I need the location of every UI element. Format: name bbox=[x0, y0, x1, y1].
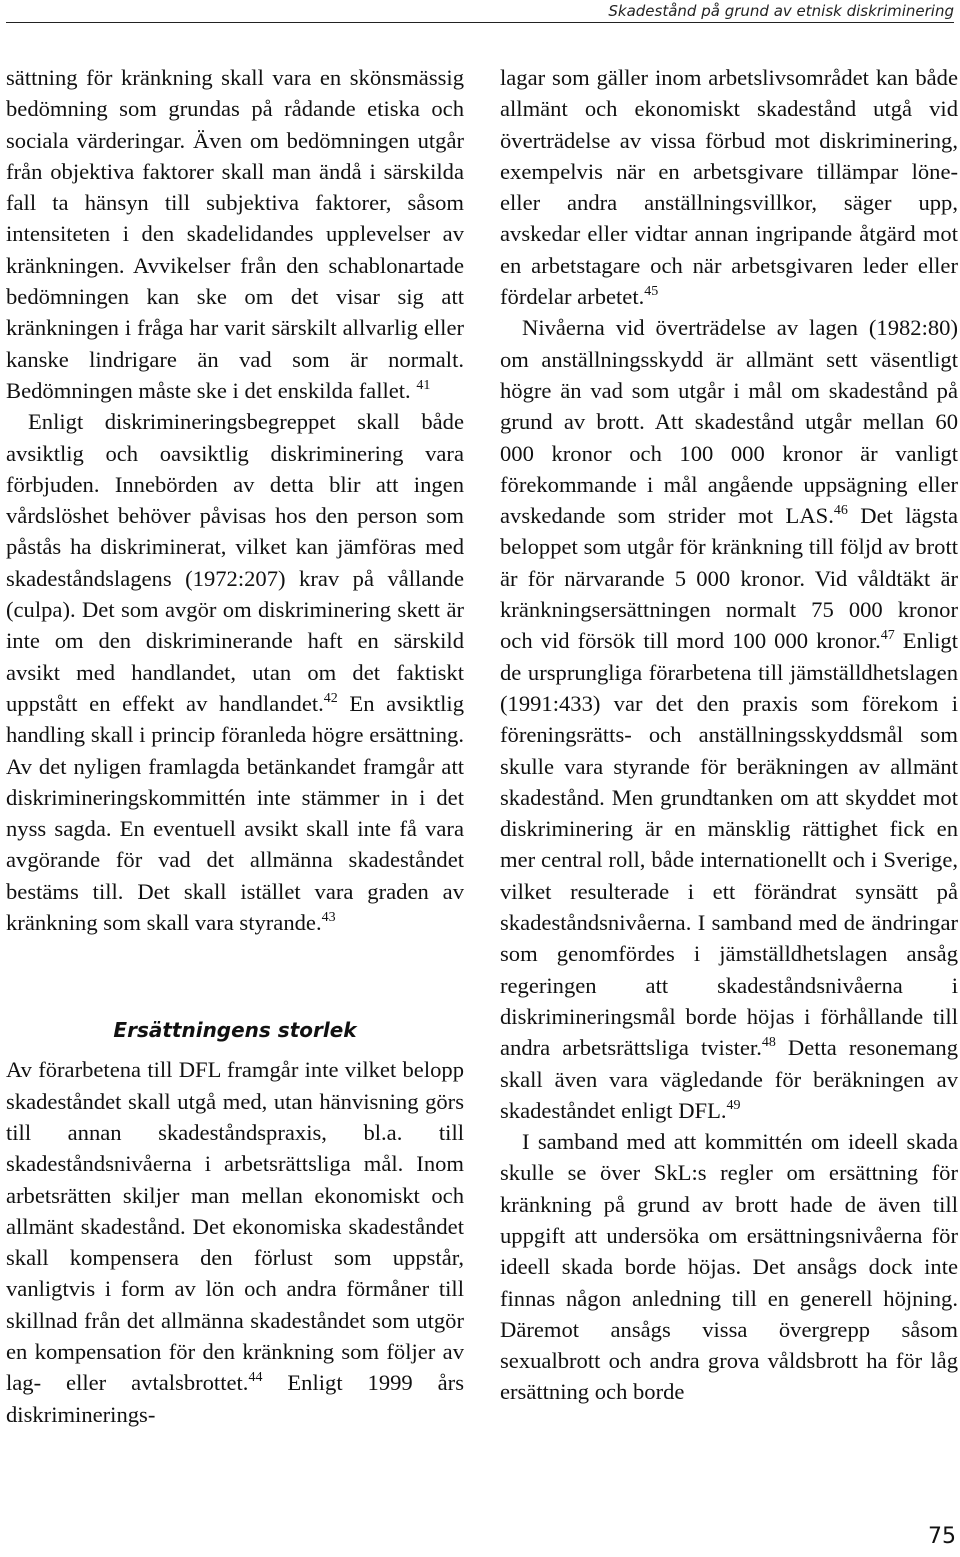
paragraph-text: Enligt diskrimineringsbegreppet skall både avsiktlig och oavsiktlig diskriminering vara förbjuden. Innebörden av detta blir att ingen vårdslöshet behöver påvisas hos den person som påstås ha diskriminerat, vilket kan jämföras med skadeståndslagens (1972:207) krav på vållande (culpa). Det som avgör om diskriminering skett är inte om den diskriminerande haft en särskild avsikt med handlandet, utan om det faktiskt uppstått en effekt av handlandet. bbox=[6, 409, 464, 716]
section-heading: Ersättningens storlek bbox=[113, 1018, 357, 1043]
paragraph-text: lagar som gäller inom arbetslivsområdet kan både allmänt och ekonomiskt skadestånd utgå vid överträdelse av vissa förbud mot diskriminering, exempelvis när en arbetsgivare tillämpar löne- eller andra anställningsvillkor, säger upp, avskedar eller vidtar annan ingripande åtgärd mot en arbetstagare och när arbetsgivaren leder eller fördelar arbetet. bbox=[500, 65, 958, 310]
paragraph bbox=[6, 62, 464, 406]
paragraph bbox=[500, 1126, 958, 1408]
paragraph-text: sättning för kränkning skall vara en skönsmässig bedömning som grundas på rådande etiska och sociala värderingar. Även om bedömningen utgår från objektiva faktorer skall man ändå i särskilda fall ta hänsyn till subjektiva faktorer, såsom intensiteten i den skadelidandes upplevelser av kränkningen. Avvikelser från den schablonartade bedömningen kan ske om det visar sig att kränkningen i fråga har varit särskilt allvarlig eller kanske lindrigare än vad som är normalt. Bedömningen måste ske i det enskilda fallet. bbox=[6, 65, 464, 403]
page-number: 75 bbox=[928, 1524, 956, 1549]
paragraph bbox=[500, 312, 958, 1126]
footnote-ref[interactable]: 41 bbox=[416, 377, 431, 393]
paragraph bbox=[6, 406, 464, 938]
paragraph-text: Det lägsta beloppet som utgår för kränkning till följd av brott är för närvarande 5 000 kronor. Vid våldtäkt är kränkningsersättningen normalt 75 000 kronor och vid försök till mord 100 000 kronor. bbox=[500, 503, 958, 654]
footnote-ref[interactable]: 48 bbox=[761, 1035, 776, 1051]
paragraph-text: Enligt de ursprungliga förarbetena till jämställdhetslagen (1991:433) var det den praxis som förekom i föreningsrätts- och anställningsskyddsmål som skulle vara styrande för beräkningen av allmänt skadestånd. Men grundtanken om att skyddet mot diskriminering är en mänsklig rättighet fick en mer central roll, både internationellt och i Sverige, vilket resulterade i ett förändrat synsätt på skadeståndsnivåerna. I samband med de ändringar som genomfördes i jämställdhetslagen ansåg regeringen att skadeståndsnivåerna i diskrimineringsmål borde höjas i förhållande till andra arbetsrättsliga tvister. bbox=[500, 628, 958, 1061]
footnote-ref[interactable]: 44 bbox=[248, 1370, 263, 1386]
running-header: Skadestånd på grund av etnisk diskriminering bbox=[6, 0, 954, 23]
paragraph-text: Enligt 1999 års diskriminerings- bbox=[6, 1370, 464, 1427]
paragraph-text: I samband med att kommittén om ideell skada skulle se över SkL:s regler om ersättning för kränkning på grund av brott hade de även till uppgift att undersöka om ersättningsnivåerna för ideell skada borde höjas. Det ansågs dock inte finnas någon anledning till en generell höjning. Däremot ansågs vissa övergrepp såsom sexualbrott och andra grova våldsbrott ha för låg ersättning och borde bbox=[500, 1129, 958, 1405]
paragraph-text: Nivåerna vid överträdelse av lagen (1982:80) om anställningsskydd är allmänt sett väsentligt högre än vad som utgår i mål om skadestånd på grund av brott. Att skadestånd utgår mellan 60 000 kronor och 100 000 kronor är vanligt förekommande i mål angående uppsägning eller avskedande som strider mot LAS. bbox=[500, 315, 958, 529]
footnote-ref[interactable]: 47 bbox=[880, 628, 895, 644]
footnote-ref[interactable]: 42 bbox=[323, 690, 338, 706]
footnote-ref[interactable]: 49 bbox=[726, 1097, 741, 1113]
paragraph bbox=[6, 1054, 464, 1430]
right-column bbox=[500, 62, 958, 1408]
paragraph-text: Av förarbetena till DFL framgår inte vilket belopp skadeståndet skall utgå med, utan hänvisning görs till annan skadeståndspraxis, bl.a. till skadeståndsnivåerna i arbetsrättsliga mål. Inom arbetsrätten skiljer man mellan ekonomiskt och allmänt skadestånd. Det ekonomiska skadeståndet skall kompensera den förlust som uppstår, vanligtvis i form av lön och andra förmåner till skillnad från det allmänna skadeståndet som utgör en kompensation för den kränkning som följer av lag- eller avtalsbrottet. bbox=[6, 1057, 464, 1396]
paragraph-text: Detta resonemang skall även vara vägledande för beräkningen av skadeståndet enligt DFL. bbox=[500, 1035, 958, 1123]
left-column bbox=[6, 62, 464, 1430]
footnote-ref[interactable]: 45 bbox=[644, 284, 659, 300]
paragraph bbox=[500, 62, 958, 312]
footnote-ref[interactable]: 46 bbox=[833, 503, 848, 519]
footnote-ref[interactable]: 43 bbox=[321, 910, 336, 926]
paragraph-text: En avsiktlig handling skall i princip föranleda högre ersättning. Av det nyligen framlagda betänkandet framgår att diskrimineringskommittén inte stämmer in i det nyss sagda. En eventuell avsikt skall inte få vara avgörande för vad det allmänna skadeståndet bestäms till. Det skall istället vara graden av kränkning som skall vara styrande. bbox=[6, 690, 464, 936]
